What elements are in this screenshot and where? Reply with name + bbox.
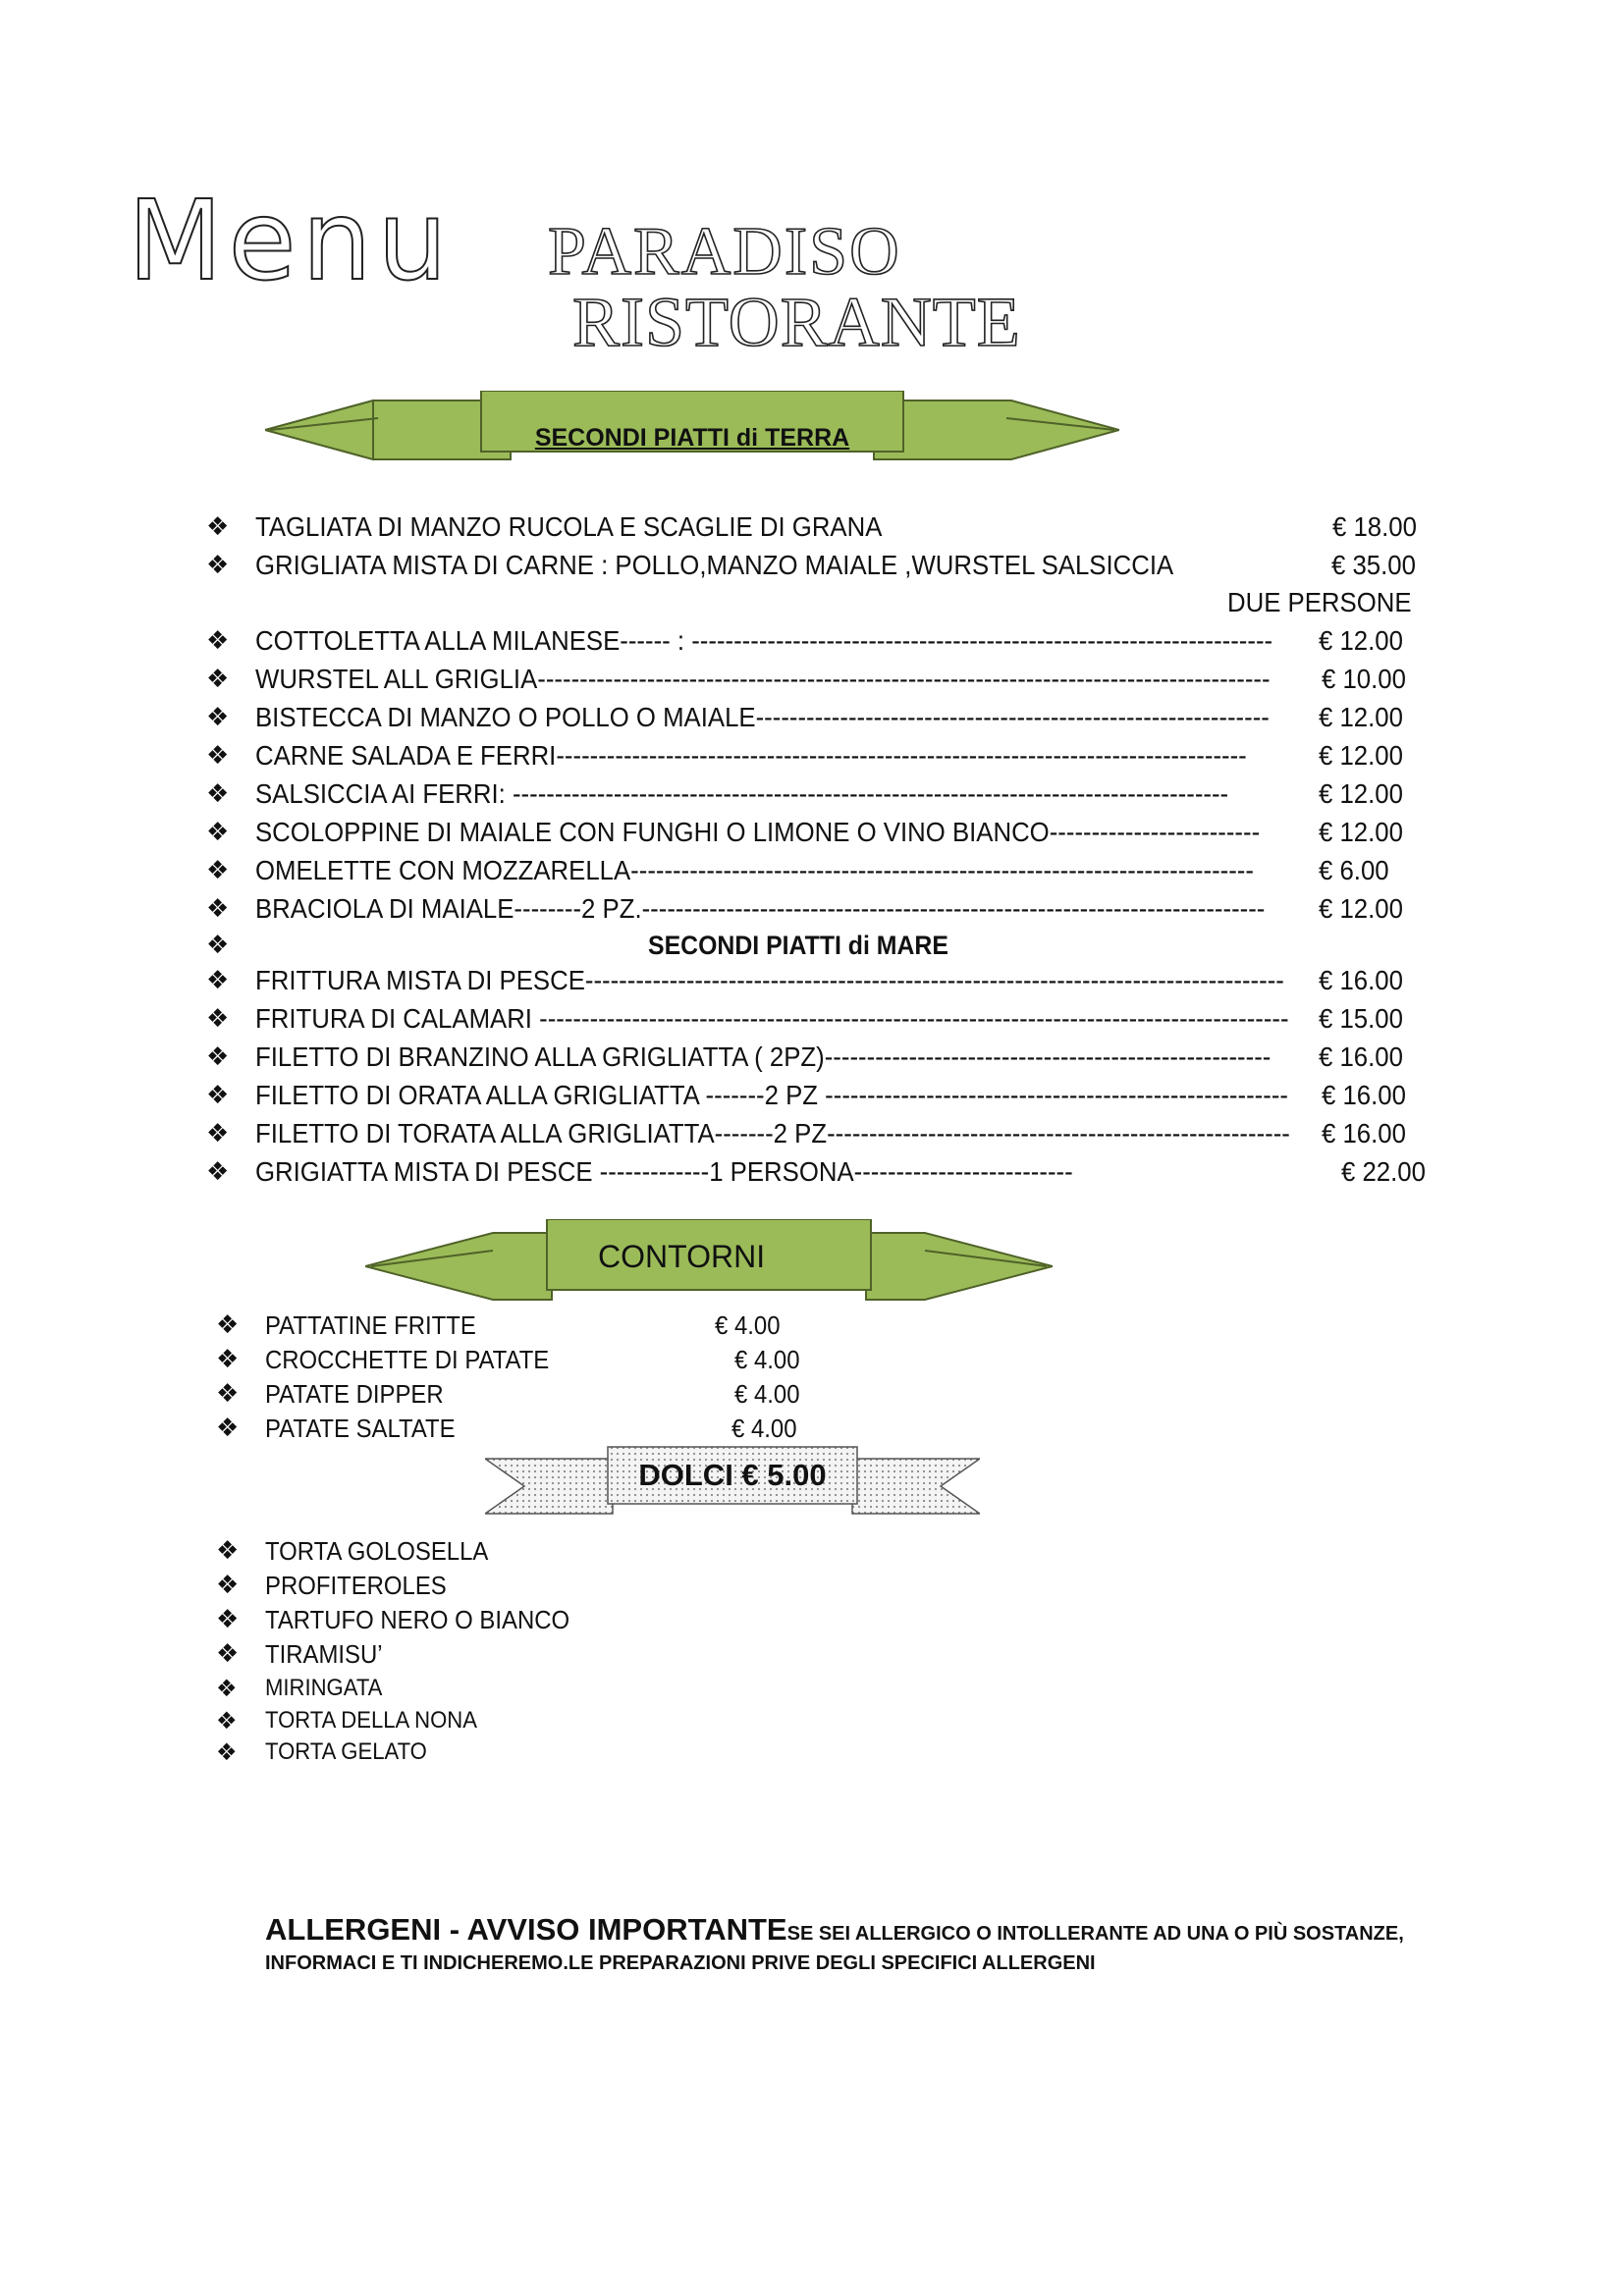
bullet: ❖ [206, 1081, 230, 1110]
paradiso-title: PARADISO [548, 214, 901, 290]
bullet: ❖ [216, 1536, 240, 1566]
dolce-name: PROFITEROLES [265, 1571, 447, 1600]
menu-item-price: € 10.00 [1322, 664, 1406, 694]
terra-banner-label: SECONDI PIATTI di TERRA [534, 424, 850, 452]
bullet: ❖ [206, 1042, 230, 1072]
bullet: ❖ [206, 665, 230, 694]
bullet: ❖ [216, 1379, 240, 1409]
contorno-price: € 4.00 [731, 1414, 797, 1443]
menu-item-price: € 35.00 [1331, 550, 1416, 580]
contorno-name: CROCCHETTE DI PATATE [265, 1345, 550, 1374]
bullet: ❖ [206, 966, 230, 995]
contorno-price: € 4.00 [734, 1379, 800, 1409]
bullet: ❖ [206, 703, 230, 732]
contorno-name: PATATE SALTATE [265, 1414, 456, 1443]
bullet: ❖ [206, 931, 230, 960]
bullet: ❖ [216, 1310, 240, 1340]
menu-item-name: OMELETTE CON MOZZARELLA-------------------------------------------------------------------------- [255, 855, 1254, 885]
menu-item-price: € 12.00 [1319, 893, 1403, 924]
bullet: ❖ [206, 1004, 230, 1034]
allergeni-text: SE SEI ALLERGICO O INTOLLERANTE AD UNA O PIÙ SOSTANZE, INFORMACI E TI INDICHEREMO.LE PREPARAZIONI PRIVE DEGLI SPECIFICI ALLERGENI [265, 1923, 1404, 1974]
menu-item-price: € 12.00 [1319, 625, 1403, 656]
bullet: ❖ [216, 1345, 240, 1374]
contorno-price: € 4.00 [715, 1310, 781, 1340]
bullet: ❖ [216, 1571, 240, 1600]
bullet: ❖ [206, 894, 230, 924]
bullet: ❖ [206, 1119, 230, 1148]
menu-item-name: SCOLOPPINE DI MAIALE CON FUNGHI O LIMONE O VINO BIANCO------------------------- [255, 817, 1261, 847]
bullet: ❖ [216, 1605, 240, 1634]
allergeni-notice [265, 1912, 1443, 1979]
menu-item-price: € 22.00 [1341, 1156, 1426, 1187]
bullet: ❖ [206, 818, 230, 847]
bullet: ❖ [216, 1707, 238, 1735]
bullet: ❖ [206, 512, 230, 542]
bullet: ❖ [206, 856, 230, 885]
ristorante-title: RISTORANTE [572, 283, 1021, 361]
menu-item-price: € 12.00 [1319, 740, 1403, 771]
menu-item-name: BISTECCA DI MANZO O POLLO O MAIALE------------------------------------------------------------- [255, 702, 1270, 732]
contorno-name: PATTATINE FRITTE [265, 1310, 476, 1340]
dolce-name: TORTA GELATO [265, 1738, 427, 1765]
dolce-name: MIRINGATA [265, 1675, 383, 1701]
bullet: ❖ [206, 779, 230, 809]
menu-item-price: € 16.00 [1319, 965, 1403, 995]
bullet: ❖ [216, 1738, 238, 1766]
menu-item-price: € 16.00 [1319, 1041, 1403, 1072]
dolce-name: TARTUFO NERO O BIANCO [265, 1605, 570, 1634]
menu-item-name: FRITTURA MISTA DI PESCE----------------------------------------------------------------------------------- [255, 965, 1284, 995]
menu-item-price: € 12.00 [1319, 817, 1403, 847]
menu-item-name: BRACIOLA DI MAIALE--------2 PZ.-------------------------------------------------------------------------- [255, 893, 1266, 924]
bullet: ❖ [206, 1157, 230, 1187]
menu-item-price: € 6.00 [1319, 855, 1389, 885]
menu-item-name: FILETTO DI BRANZINO ALLA GRIGLIATTA ( 2PZ)----------------------------------------------------- [255, 1041, 1272, 1072]
bullet: ❖ [206, 626, 230, 656]
bullet: ❖ [206, 741, 230, 771]
contorni-banner-label: CONTORNI [598, 1239, 766, 1274]
menu-item-price: € 12.00 [1319, 702, 1403, 732]
menu-item-name: FILETTO DI ORATA ALLA GRIGLIATTA -------2 PZ ------------------------------------------------------- [255, 1080, 1288, 1110]
contorno-price: € 4.00 [734, 1345, 800, 1374]
menu-item-price: € 12.00 [1319, 778, 1403, 809]
allergeni-heading: ALLERGENI - AVVISO IMPORTANTE [265, 1912, 787, 1947]
menu-item-price: € 18.00 [1332, 511, 1417, 542]
bullet: ❖ [216, 1414, 240, 1443]
menu-item-name: WURSTEL ALL GRIGLIA--------------------------------------------------------------------------------------- [255, 664, 1271, 694]
menu-item-price: € 16.00 [1322, 1118, 1406, 1148]
dolci-banner-label: DOLCI € 5.00 [638, 1458, 827, 1492]
dolce-name: TORTA DELLA NONA [265, 1707, 477, 1734]
menu-item-name: CARNE SALADA E FERRI---------------------------------------------------------------------------------- [255, 740, 1247, 771]
menu-item-name: GRIGIATTA MISTA DI PESCE -------------1 PERSONA-------------------------- [255, 1156, 1073, 1187]
bullet: ❖ [206, 551, 230, 580]
dolce-name: TIRAMISU’ [265, 1639, 383, 1669]
menu-item-name: FILETTO DI TORATA ALLA GRIGLIATTA-------2 PZ------------------------------------------------------- [255, 1118, 1290, 1148]
bullet: ❖ [216, 1675, 238, 1702]
mare-heading: SECONDI PIATTI di MARE [648, 931, 948, 960]
menu-item-price: € 16.00 [1322, 1080, 1406, 1110]
menu-title: Menu [128, 178, 454, 305]
menu-item-name: GRIGLIATA MISTA DI CARNE : POLLO,MANZO MAIALE ,WURSTEL SALSICCIA [255, 550, 1174, 580]
menu-item-note: DUE PERSONE [1227, 587, 1412, 617]
menu-item-name: TAGLIATA DI MANZO RUCOLA E SCAGLIE DI GRANA [255, 511, 883, 542]
dolce-name: TORTA GOLOSELLA [265, 1536, 489, 1566]
menu-item-name: FRITURA DI CALAMARI ----------------------------------------------------------------------------------------- [255, 1003, 1289, 1034]
menu-item-name: COTTOLETTA ALLA MILANESE------ : --------------------------------------------------------------------- [255, 625, 1273, 656]
menu-item-name: SALSICCIA AI FERRI: ------------------------------------------------------------------------------------- [255, 778, 1229, 809]
bullet: ❖ [216, 1639, 240, 1669]
contorno-name: PATATE DIPPER [265, 1379, 444, 1409]
menu-item-price: € 15.00 [1319, 1003, 1403, 1034]
